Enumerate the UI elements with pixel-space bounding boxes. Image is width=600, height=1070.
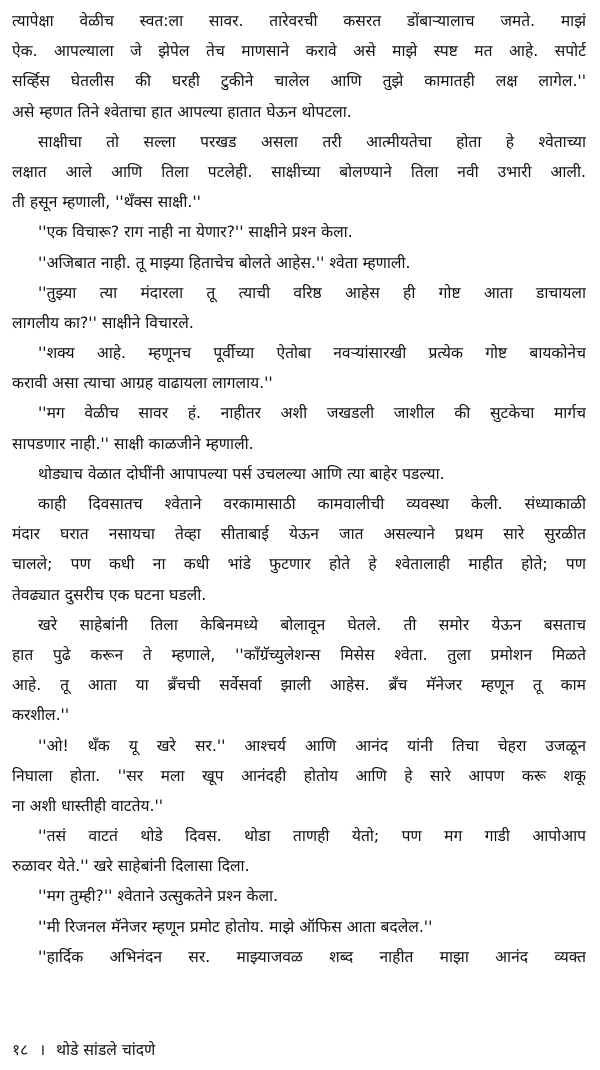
text-line: खरे साहेबांनी तिला केबिनमध्ये बोलावून घेतले. ती समोर येऊन बसताच <box>38 615 586 634</box>
text-line: निघाला होता. ''सर मला खूप आनंदही होतोय आणि हे सारे आपण करू शकू <box>12 766 586 785</box>
text-line: ''तुझ्या त्या मंदारला तू त्याची वरिष्ठ आहेस ही गोष्ट आता डाचायला <box>38 283 586 302</box>
text-line: साक्षीचा तो सल्ला परखड असला तरी आत्मीयतेचा होता हे श्‍वेताच्या <box>38 132 586 151</box>
text-line: ''मग तुम्ही?'' श्‍वेताने उत्सुकतेने प्रश्‍न केला. <box>38 887 279 906</box>
text-line: ऐक. आपल्याला जे झेपेल तेच माणसाने करावे असे माझे स्पष्ट मत आहे. सपोर्ट <box>12 42 586 61</box>
text-line: करावी असा त्याचा आग्रह वाढायला लागलाय.'' <box>12 374 273 393</box>
text-line: रुळावर येते.'' खरे साहेबांनी दिलासा दिला. <box>12 857 250 876</box>
text-line: आहे. तू आता या ब्रँचची सर्वेसर्वा झाली आहेस. ब्रँच मॅनेजर म्हणून तू काम <box>12 676 586 695</box>
text-line: त्यापेक्षा वेळीच स्वत:ला सावर. तारेवरची कसरत डोंबाऱ्यालाच जमते. माझं <box>12 12 586 30</box>
text-line: हात पुढे करून ते म्हणाले, ''काँग्रॅच्युलेशन्स मिसेस श्‍वेता. तुला प्रमोशन मिळते <box>12 645 586 664</box>
text-line: चालले; पण कधी ना कधी भांडे फुटणार होते हे श्‍वेतालाही माहीत होते; पण <box>12 555 586 574</box>
body-text <box>12 6 586 972</box>
text-line: ''मग वेळीच सावर हं. नाहीतर अशी जखडली जाशील की सुटकेचा मार्गच <box>38 404 586 423</box>
text-line: असे म्हणत तिने श्‍वेताचा हात आपल्या हातात घेऊन थोपटला. <box>12 102 352 121</box>
text-line: सर्व्हिस घेतलीस की घरही टुकीने चालेल आणि तुझे कामातही लक्ष लागेल.'' <box>12 72 586 91</box>
text-line: थोड्याच वेळात दोघींनी आपापल्या पर्स उचलल्या आणि त्या बाहेर पडल्या. <box>38 464 445 483</box>
text-line: लक्षात आले आणि तिला पटलेही. साक्षीच्या बोलण्याने तिला नवी उभारी आली. <box>12 162 586 181</box>
text-line: ती हसून म्हणाली, ''थँक्स साक्षी.'' <box>12 193 201 212</box>
text-line: काही दिवसातच श्‍वेताने वरकामासाठी कामवालीची व्यवस्था केली. संध्याकाळी <box>38 495 586 513</box>
text-line: मंदार घरात नसायचा तेव्हा सीताबाई येऊन जात असल्याने प्रथम सारे सुरळीत <box>12 525 586 544</box>
text-line: ''ओ! थँक यू खरे सर.'' आश्‍चर्य आणि आनंद यांनी तिचा चेहरा उजळून <box>38 736 586 755</box>
page-footer <box>12 1038 161 1062</box>
text-line: ''मी रिजनल मॅनेजर म्हणून प्रमोट होतोय. माझे ऑफिस आता बदलेल.'' <box>38 917 433 936</box>
text-line: ''शक्य आहे. म्हणूनच पूर्वीच्या ऐतोबा नवऱ्यांसारखी प्रत्येक गोष्ट बायकोनेच <box>38 344 586 363</box>
text-line: ''अजिबात नाही. तू माझ्या हिताचेच बोलते आहेस.'' श्‍वेता म्हणाली. <box>38 253 411 272</box>
footer-separator: । <box>39 1041 46 1059</box>
text-line: लागलीय का?'' साक्षीने विचारले. <box>12 313 194 332</box>
text-line: सापडणार नाही.'' साक्षी काळजीने म्हणाली. <box>12 434 254 453</box>
text-line: तेवढ्यात दुसरीच एक घटना घडली. <box>12 585 207 604</box>
text-line: करशील.'' <box>12 706 70 725</box>
text-line: ना अशी धास्तीही वाटतेय.'' <box>12 796 164 815</box>
page-number: १८ <box>12 1041 29 1059</box>
text-line: ''तसं वाटतं थोडे दिवस. थोडा ताणही येतो; पण मग गाडी आपोआप <box>38 827 586 846</box>
text-line: ''एक विचारू? राग नाही ना येणार?'' साक्षीने प्रश्‍न केला. <box>38 223 353 242</box>
text-line: ''हार्दिक अभिनंदन सर. माझ्याजवळ शब्द नाहीत माझा आनंद व्यक्त <box>38 947 586 966</box>
book-title: थोडे सांडले चांदणे <box>56 1041 156 1059</box>
